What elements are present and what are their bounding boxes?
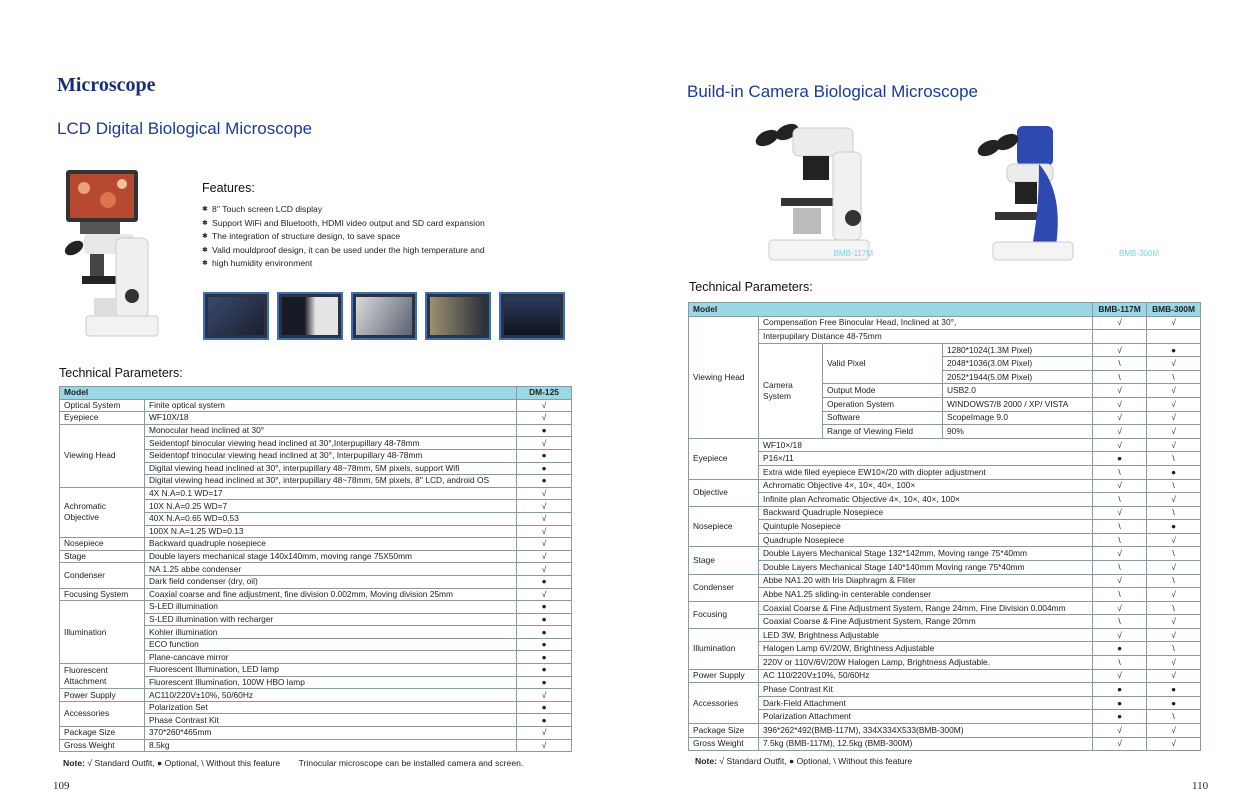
availability-mark: \: [1147, 642, 1201, 656]
availability-mark: \: [1147, 506, 1201, 520]
group-label: Nosepiece: [60, 538, 145, 551]
availability-mark: √: [1093, 574, 1147, 588]
table-row: [689, 696, 1201, 710]
spec-description: Abbe NA1.20 with Iris Diaphragm & Fliter: [759, 574, 1093, 588]
availability-mark: \: [1093, 520, 1147, 534]
availability-mark: √: [1147, 723, 1201, 737]
group-label: Power Supply: [60, 689, 145, 702]
spec-description: Phase Contrast Kit: [145, 714, 517, 727]
table-header-row: [60, 387, 572, 400]
table-header-row: [689, 303, 1201, 317]
spec-description: AC 110/220V±10%, 50/60Hz: [759, 669, 1093, 683]
spec-description: Fluorescent Illumination, 100W HBO lamp: [145, 676, 517, 689]
availability-mark: √: [1093, 547, 1147, 561]
table-row: Output Mode USB2.0 √ √: [689, 384, 1201, 398]
product-title: LCD Digital Biological Microscope: [57, 119, 313, 138]
availability-mark: ●: [517, 701, 572, 714]
thumbnail-image: [425, 292, 491, 340]
availability-mark: √: [1147, 615, 1201, 629]
availability-mark: ●: [517, 575, 572, 588]
table-row: [60, 563, 572, 576]
availability-mark: √: [517, 588, 572, 601]
table-row: Software ScopeImage 9.0 √ √: [689, 411, 1201, 425]
group-label: Focusing: [689, 601, 759, 628]
spec-description: Polarization Set: [145, 701, 517, 714]
thumbnail-image: [351, 292, 417, 340]
availability-mark: ●: [1093, 696, 1147, 710]
note-label: Note:: [63, 758, 85, 768]
table-row: [689, 669, 1201, 683]
availability-mark: √: [517, 412, 572, 425]
table-row: [689, 452, 1201, 466]
group-label: Focusing System: [60, 588, 145, 601]
table-row: [689, 506, 1201, 520]
availability-mark: √: [1147, 533, 1201, 547]
spec-description: Finite optical system: [145, 399, 517, 412]
spec-description: 4X N.A=0.1 WD=17: [145, 487, 517, 500]
availability-mark: √: [517, 500, 572, 513]
section-title: Microscope: [57, 74, 156, 96]
availability-mark: √: [517, 538, 572, 551]
sub-group-label: Valid Pixel: [823, 343, 943, 384]
model-header: Model: [60, 387, 517, 400]
spec-description: Quadruple Nosepiece: [759, 533, 1093, 547]
availability-mark: √: [1147, 628, 1201, 642]
availability-mark: √: [1147, 656, 1201, 670]
group-label: Eyepiece: [689, 438, 759, 479]
availability-mark: ●: [517, 638, 572, 651]
availability-mark: ●: [1147, 520, 1201, 534]
table-row: [689, 479, 1201, 493]
table-row: Range of Viewing Field 90% √ √: [689, 425, 1201, 439]
table-row: [60, 739, 572, 752]
table-row: [689, 656, 1201, 670]
group-label: Eyepiece: [60, 412, 145, 425]
table-row: [60, 664, 572, 677]
availability-mark: √: [1147, 560, 1201, 574]
availability-mark: \: [1093, 656, 1147, 670]
table-row: 2052*1944(5.0M Pixel) \ \: [689, 370, 1201, 384]
availability-mark: √: [1093, 479, 1147, 493]
availability-mark: √: [1093, 601, 1147, 615]
thumbnail-image: [499, 292, 565, 340]
table-row: [60, 588, 572, 601]
availability-mark: \: [1093, 588, 1147, 602]
table-row: [689, 493, 1201, 507]
spec-description: 40X N.A=0.65 WD=0.53: [145, 512, 517, 525]
group-label: Package Size: [689, 723, 759, 737]
table-row: [689, 628, 1201, 642]
spec-description: S-LED illumination with recharger: [145, 613, 517, 626]
spec-description: Quintuple Nosepiece: [759, 520, 1093, 534]
right-page: [629, 0, 1258, 800]
spec-description: P16×/11: [759, 452, 1093, 466]
availability-mark: ●: [517, 424, 572, 437]
features-heading: Features:: [202, 181, 255, 195]
model-column-header: BMB-300M: [1147, 303, 1201, 317]
group-label: Illumination: [60, 601, 145, 664]
table-row: [689, 737, 1201, 751]
availability-mark: √: [1093, 669, 1147, 683]
table-row: [689, 520, 1201, 534]
table-row: [689, 683, 1201, 697]
table-row: [689, 533, 1201, 547]
table-row: Camera System Valid Pixel 1280*1024(1.3M Pixel) √ ●: [689, 343, 1201, 357]
features-list: [202, 203, 512, 271]
group-label: Illumination: [689, 628, 759, 669]
note-text: √ Standard Outfit, ● Optional, \ Without this feature: [719, 756, 913, 766]
spec-description: LED 3W, Brightness Adjustable: [759, 628, 1093, 642]
bmb-117m-image: [753, 122, 873, 264]
spec-description: 396*262*492(BMB-117M), 334X334X533(BMB-300M): [759, 723, 1093, 737]
spec-description: Fluorescent Illumination, LED lamp: [145, 664, 517, 677]
spec-description: Plane-cancave mirror: [145, 651, 517, 664]
spec-description: Backward quadruple nosepiece: [145, 538, 517, 551]
spec-table: [688, 302, 1201, 751]
availability-mark: \: [1147, 574, 1201, 588]
availability-mark: ●: [1147, 683, 1201, 697]
group-label: Accessories: [60, 701, 145, 726]
spec-description: Digital viewing head inclined at 30°, interpupillary 48~78mm, 5M pixels, 8'' LCD, android OS: [145, 475, 517, 488]
availability-mark: √: [517, 487, 572, 500]
availability-mark: ●: [1093, 710, 1147, 724]
note-text: √ Standard Outfit, ● Optional, \ Without this feature: [87, 758, 281, 768]
availability-mark: \: [1147, 547, 1201, 561]
table-row: [689, 574, 1201, 588]
availability-mark: √: [1093, 628, 1147, 642]
availability-mark: ●: [517, 714, 572, 727]
availability-mark: ●: [517, 613, 572, 626]
availability-mark: \: [1147, 452, 1201, 466]
spec-description: AC110/220V±10%, 50/60Hz: [145, 689, 517, 702]
availability-mark: √: [1093, 438, 1147, 452]
spec-description: 370*260*465mm: [145, 727, 517, 740]
table-row: 2048*1036(3.0M Pixel) \ √: [689, 357, 1201, 371]
product-title: Build-in Camera Biological Microscope: [687, 82, 979, 101]
table-row: [689, 642, 1201, 656]
availability-mark: √: [1147, 669, 1201, 683]
spec-description: 10X N.A=0.25 WD=7: [145, 500, 517, 513]
spec-description: 100X N.A=1.25 WD=0.13: [145, 525, 517, 538]
bmb-300m-image: [969, 124, 1159, 264]
group-label: Fluorescent Attachment: [60, 664, 145, 689]
spec-description: WF10×/18: [759, 438, 1093, 452]
availability-mark: √: [517, 739, 572, 752]
availability-mark: ●: [517, 462, 572, 475]
availability-mark: \: [1093, 493, 1147, 507]
table-row: [689, 560, 1201, 574]
spec-description: Halogen Lamp 6V/20W, Brightness Adjustable: [759, 642, 1093, 656]
spec-description: Coaxial Coarse & Fine Adjustment System, Range 20mm: [759, 615, 1093, 629]
table-row: [689, 465, 1201, 479]
availability-mark: \: [1147, 479, 1201, 493]
spec-description: 8.5kg: [145, 739, 517, 752]
spec-description: Kohler illumination: [145, 626, 517, 639]
spec-description: Dark field condenser (dry, oil): [145, 575, 517, 588]
group-label: Viewing Head: [689, 316, 759, 438]
availability-mark: √: [517, 512, 572, 525]
availability-mark: ●: [517, 449, 572, 462]
availability-mark: \: [1093, 560, 1147, 574]
model-header: Model: [689, 303, 1093, 317]
feature-item: ✱ The integration of structure design, to save space: [202, 230, 512, 244]
availability-mark: ●: [517, 676, 572, 689]
availability-mark: ●: [1147, 465, 1201, 479]
spec-description: Achromatic Objective 4×, 10×, 40×, 100×: [759, 479, 1093, 493]
spec-description: Infinite plan Achromatic Objective 4×, 10×, 40×, 100×: [759, 493, 1093, 507]
model-label-117m: BMB-117M: [833, 249, 873, 258]
feature-item-continued: ✱ high humidity environment: [202, 257, 512, 271]
table-row: [60, 399, 572, 412]
availability-mark: √: [517, 437, 572, 450]
group-label: Stage: [60, 550, 145, 563]
availability-mark: ●: [1147, 696, 1201, 710]
spec-description: Backward Quadruple Nosepiece: [759, 506, 1093, 520]
note-label: Note:: [695, 756, 717, 766]
spec-description: Coaxial Coarse & Fine Adjustment System, Range 24mm, Fine Division 0.004mm: [759, 601, 1093, 615]
availability-mark: √: [517, 727, 572, 740]
table-row: [689, 438, 1201, 452]
feature-item: ✱ Support WiFi and Bluetooth, HDMI video output and SD card expansion: [202, 217, 512, 231]
thumbnail-image: [203, 292, 269, 340]
availability-mark: √: [1093, 723, 1147, 737]
feature-item: ✱ Valid mouldproof design, it can be used under the high temperature and: [202, 244, 512, 258]
availability-mark: \: [1147, 601, 1201, 615]
spec-description: Extra wide filed eyepiece EW10×/20 with diopter adjustment: [759, 465, 1093, 479]
lcd-microscope-image: [60, 168, 168, 343]
availability-mark: \: [1147, 710, 1201, 724]
table-row: [60, 727, 572, 740]
availability-mark: ●: [517, 475, 572, 488]
model-column-header: BMB-117M: [1093, 303, 1147, 317]
spec-description: Seidentopf binocular viewing head inclined at 30°,Interpupillary 48-78mm: [145, 437, 517, 450]
table-row: [689, 588, 1201, 602]
group-label: Package Size: [60, 727, 145, 740]
table-row: [689, 710, 1201, 724]
table-row: Operation System WINDOWS7/8 2000 / XP/ VISTA √ √: [689, 398, 1201, 412]
legend-note: [63, 758, 523, 768]
table-row: [689, 547, 1201, 561]
availability-mark: ●: [1093, 683, 1147, 697]
spec-description: ECO function: [145, 638, 517, 651]
spec-description: Dark-Field Attachment: [759, 696, 1093, 710]
feature-thumbnails: [203, 292, 565, 340]
spec-table: [59, 386, 572, 752]
spec-description: WF10X/18: [145, 412, 517, 425]
table-row: [60, 550, 572, 563]
spec-description: Double Layers Mechanical Stage 132*142mm, Moving range 75*40mm: [759, 547, 1093, 561]
availability-mark: √: [517, 525, 572, 538]
thumbnail-image: [277, 292, 343, 340]
features-block: [202, 181, 512, 271]
model-column-header: DM-125: [517, 387, 572, 400]
group-label: Objective: [689, 479, 759, 506]
group-label: Camera System: [759, 343, 823, 438]
page-number: 110: [1192, 780, 1209, 792]
availability-mark: ●: [517, 601, 572, 614]
availability-mark: √: [1147, 737, 1201, 751]
feature-item: ✱ 8'' Touch screen LCD display: [202, 203, 512, 217]
spec-description: Coaxial coarse and fine adjustment, fine division 0.002mm, Moving division 25mm: [145, 588, 517, 601]
spec-description: S-LED illumination: [145, 601, 517, 614]
availability-mark: √: [1093, 737, 1147, 751]
availability-mark: √: [1147, 588, 1201, 602]
spec-description: Double layers mechanical stage 140x140mm, moving range 75X50mm: [145, 550, 517, 563]
availability-mark: √: [517, 689, 572, 702]
availability-mark: √: [1147, 438, 1201, 452]
table-row: Viewing Head Compensation Free Binocular Head, Inclined at 30°, √ √: [689, 316, 1201, 330]
table-row: [689, 615, 1201, 629]
availability-mark: ●: [1093, 452, 1147, 466]
group-label: Condenser: [689, 574, 759, 601]
group-label: Condenser: [60, 563, 145, 588]
spec-description: 220V or 110V/6V/20W Halogen Lamp, Brightness Adjustable.: [759, 656, 1093, 670]
spec-description: Phase Contrast Kit: [759, 683, 1093, 697]
table-row: [60, 412, 572, 425]
table-row: Interpupilary Distance 48-75mm: [689, 330, 1201, 344]
group-label: Viewing Head: [60, 424, 145, 487]
availability-mark: \: [1093, 615, 1147, 629]
spec-description: NA 1.25 abbe condenser: [145, 563, 517, 576]
table-row: [60, 487, 572, 500]
page-number: 109: [53, 780, 70, 792]
legend-note: [695, 756, 912, 766]
group-label: Achromatic Objective: [60, 487, 145, 537]
table-row: [60, 701, 572, 714]
availability-mark: √: [517, 563, 572, 576]
table-row: [60, 689, 572, 702]
note-extra: Trinocular microscope can be installed camera and screen.: [298, 758, 524, 768]
availability-mark: ●: [517, 651, 572, 664]
group-label: Accessories: [689, 683, 759, 724]
spec-description: Monocular head inclined at 30°: [145, 424, 517, 437]
group-label: Optical System: [60, 399, 145, 412]
spec-description: 7.5kg (BMB-117M), 12.5kg (BMB-300M): [759, 737, 1093, 751]
availability-mark: ●: [1093, 642, 1147, 656]
table-row: [689, 601, 1201, 615]
availability-mark: \: [1093, 533, 1147, 547]
table-row: [60, 538, 572, 551]
spec-description: Polarization Attachment: [759, 710, 1093, 724]
spec-description: Abbe NA1.25 sliding-in centerable condenser: [759, 588, 1093, 602]
availability-mark: ●: [517, 664, 572, 677]
group-label: Gross Weight: [60, 739, 145, 752]
spec-description: Double Layers Mechanical Stage 140*140mm Moving range 75*40mm: [759, 560, 1093, 574]
table-row: [60, 601, 572, 614]
availability-mark: √: [1147, 493, 1201, 507]
group-label: Gross Weight: [689, 737, 759, 751]
availability-mark: √: [517, 399, 572, 412]
technical-parameters-heading: Technical Parameters:: [59, 366, 183, 380]
model-label-300m: BMB-300M: [1118, 249, 1159, 258]
availability-mark: \: [1093, 465, 1147, 479]
spec-description: Seidentopf trinocular viewing head inclined at 30°, Interpupillary 48-78mm: [145, 449, 517, 462]
group-label: Nosepiece: [689, 506, 759, 547]
table-row: [689, 723, 1201, 737]
group-label: Stage: [689, 547, 759, 574]
group-label: Power Supply: [689, 669, 759, 683]
technical-parameters-heading: Technical Parameters:: [689, 280, 813, 294]
availability-mark: √: [1093, 506, 1147, 520]
table-row: [60, 424, 572, 437]
availability-mark: ●: [517, 626, 572, 639]
spec-description: Digital viewing head inclined at 30°, interpupillary 48~78mm, 5M pixels, support Wifi: [145, 462, 517, 475]
availability-mark: √: [517, 550, 572, 563]
